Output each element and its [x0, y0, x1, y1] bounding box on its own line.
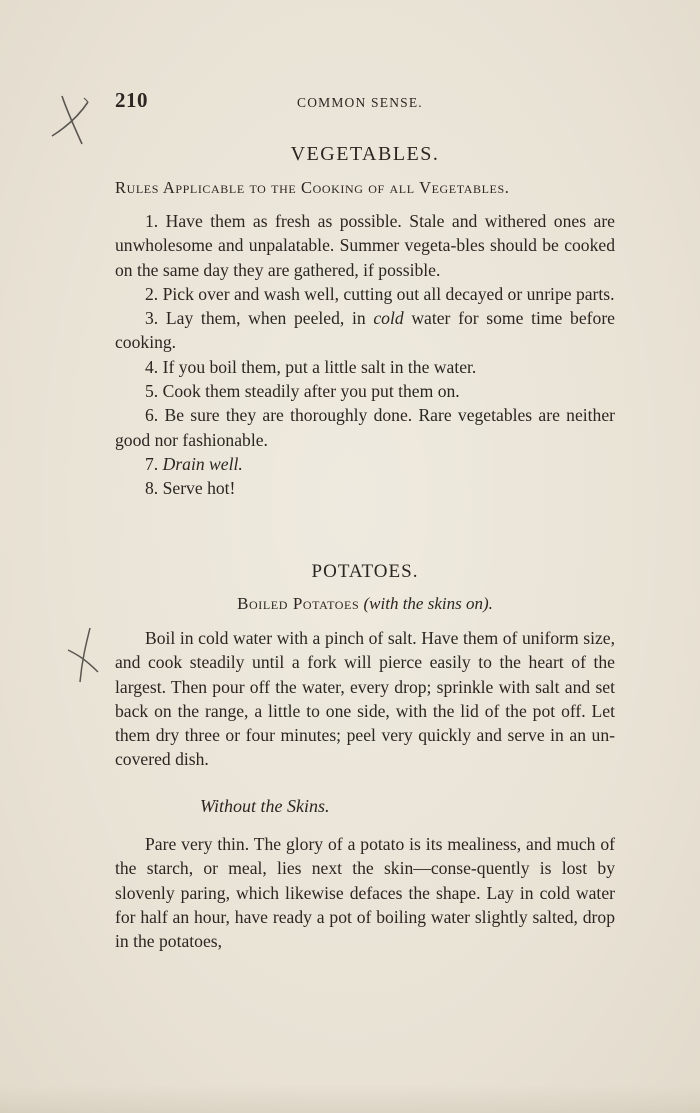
pencil-x-mark-top: [48, 92, 94, 150]
boiled-potatoes-paragraph: Boil in cold water with a pinch of salt. Have them of uniform size, and cook steadily until a fork will pierce easily to the heart of the largest. Then pour off the water, every drop; sprinkle with salt and set back on the range, a little to one side, with the lid of the pot off. Let them dry three or four minutes; peel very quickly and serve in an un-covered dish.: [115, 628, 615, 770]
rule-item: 2. Pick over and wash well, cutting out all decayed or unripe parts.: [145, 283, 615, 304]
page-number: 210: [115, 88, 148, 112]
rule-item: 4. If you boil them, put a little salt in the water.: [145, 356, 477, 377]
rule-item: 8. Serve hot!: [145, 478, 236, 499]
rules-list: [115, 209, 615, 501]
pencil-x-mark-middle: [66, 626, 102, 684]
without-skins-paragraph: Pare very thin. The glory of a potato is its mealiness, and much of the starch, or meal, lies next the skin—conse-quently is lost by slovenly paring, which likewise defaces the shape. Lay in cold water for half an hour, have ready a pot of boiling water slightly salted, drop in the potatoes,: [115, 834, 615, 952]
vegetables-title: VEGETABLES.: [290, 143, 440, 165]
without-skins-heading: Without the Skins.: [200, 796, 330, 816]
boiled-potatoes-heading: Boiled Potatoes (with the skins on).: [237, 594, 493, 613]
rule-item: 7. Drain well.: [145, 453, 243, 474]
rules-heading: Rules Applicable to the Cooking of all Vegetables.: [115, 178, 510, 197]
rule-item: 6. Be sure they are thoroughly done. Rare vegetables are neither good nor fashionable.: [115, 405, 615, 450]
rule-item: 1. Have them as fresh as possible. Stale and withered ones are unwholesome and unpalatable. Summer vegeta-bles should be cooked on the same day they are gathered, if possible.: [115, 211, 615, 280]
running-head: COMMON SENSE.: [297, 95, 423, 110]
page-bottom-edge: [0, 1085, 700, 1113]
page-header: [115, 88, 615, 112]
rule-item: 5. Cook them steadily after you put them on.: [145, 381, 460, 402]
potatoes-title: POTATOES.: [311, 561, 419, 582]
rule-item: 3. Lay them, when peeled, in cold water for some time before cooking.: [115, 308, 615, 353]
